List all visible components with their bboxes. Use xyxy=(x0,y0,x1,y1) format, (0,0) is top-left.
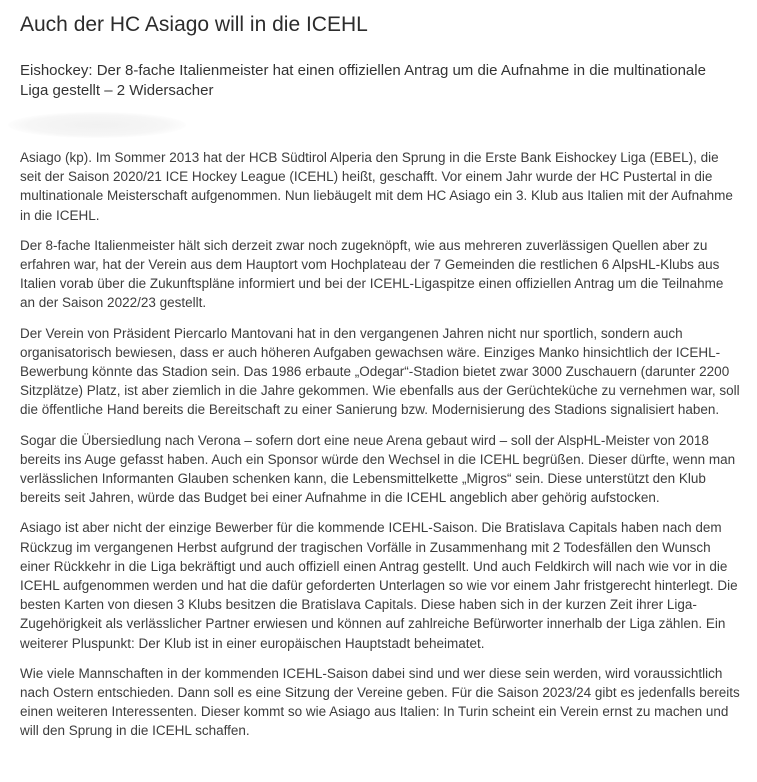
article-title: Auch der HC Asiago will in die ICEHL xyxy=(20,13,368,36)
paragraph-4: Sogar die Übersiedlung nach Verona – sofern dort eine neue Arena gebaut wird – soll der AlspHL-Meister von 2018 bereits ins Auge gefasst haben. Auch ein Sponsor würde den Wechsel in die ICEHL begrüßen. Dieser dürfte, wenn man verlässlichen Informanten Glauben schenken kann, die Lebensmittelkette „Migros“ sein. Diese unterstützt den Klub bereits seit Jahren, würde das Budget bei einer Aufnahme in die ICEHL angeblich aber gehörig aufstocken. xyxy=(20,432,736,506)
article-body xyxy=(20,148,740,752)
share-bar-placeholder xyxy=(8,112,186,138)
paragraph-6: Wie viele Mannschaften in der kommenden ICEHL-Saison dabei sind und wer diese sein werden, wird voraussichtlich nach Ostern entschieden. Dann soll es eine Sitzung der Vereine geben. Für die Saison 2023/24 gibt es jedenfalls bereits einen weiteren Interessenten. Dieser kommt so wie Asiago aus Italien: In Turin scheint ein Verein ernst zu machen und will den Sprung in die ICEHL schaffen. xyxy=(20,665,740,739)
article-subtitle: Eishockey: Der 8-fache Italienmeister hat einen offiziellen Antrag um die Aufnahme in die multinationale Liga gestellt – 2 Widersacher xyxy=(20,62,706,99)
paragraph-2: Der 8-fache Italienmeister hält sich derzeit zwar noch zugeknöpft, wie aus mehreren zuverlässigen Quellen aber zu erfahren war, hat der Verein aus dem Hauptort vom Hochplateau der 7 Gemeinden die restlichen 6 AlpsHL-Klubs aus Italien vorab über die Zukunftspläne informiert und bei der ICEHL-Ligaspitze einen offiziellen Antrag um die Teilnahme an der Saison 2022/23 gestellt. xyxy=(20,237,724,311)
paragraph-1: Asiago (kp). Im Sommer 2013 hat der HCB Südtirol Alperia den Sprung in die Erste Bank Eishockey Liga (EBEL), die seit der Saison 2020/21 ICE Hockey League (ICEHL) heißt, geschafft. Vor einem Jahr wurde der HC Pustertal in die multinationale Meisterschaft aufgenommen. Nun liebäugelt mit dem HC Asiago ein 3. Klub aus Italien mit der Aufnahme in die ICEHL. xyxy=(20,150,733,223)
paragraph-5: Asiago ist aber nicht der einzige Bewerber für die kommende ICEHL-Saison. Die Bratislava Capitals haben nach dem Rückzug im vergangenen Herbst aufgrund der tragischen Vorfälle in Zusammenhang mit 2 Todesfällen den Wunsch einer Rückkehr in die Liga bekräftigt und auch offiziell einen Antrag gestellt. Und auch Feldkirch will nach wie vor in die ICEHL aufgenommen werden und hat die dafür geforderten Unterlagen so wie vor einem Jahr fristgerecht hinterlegt. Die besten Karten von diesen 3 Klubs besitzen die Bratislava Capitals. Diese haben sich in der kurzen Zeit ihrer Liga-Zugehörigkeit als verlässlicher Partner erwiesen und können auf zahlreiche Befürworter innerhalb der Liga zählen. Ein weiterer Pluspunkt: Der Klub ist in einer europäischen Hauptstadt beheimatet. xyxy=(20,520,738,651)
paragraph-3: Der Verein von Präsident Piercarlo Mantovani hat in den vergangenen Jahren nicht nur sportlich, sondern auch organisatorisch bewiesen, dass er auch höheren Aufgaben gewachsen wäre. Einziges Manko hinsichtlich der ICEHL-Bewerbung könnte das Stadion sein. Das 1986 erbaute „Odegar“-Stadion bietet zwar 3000 Zuschauern (darunter 2200 Sitzplätze) Platz, ist aber ziemlich in die Jahre gekommen. Wie ebenfalls aus der Gerüchteküche zu vernehmen war, soll die öffentliche Hand bereits die Bereitschaft zu einer Sanierung bzw. Modernisierung des Stadions signalisiert haben. xyxy=(20,325,740,418)
